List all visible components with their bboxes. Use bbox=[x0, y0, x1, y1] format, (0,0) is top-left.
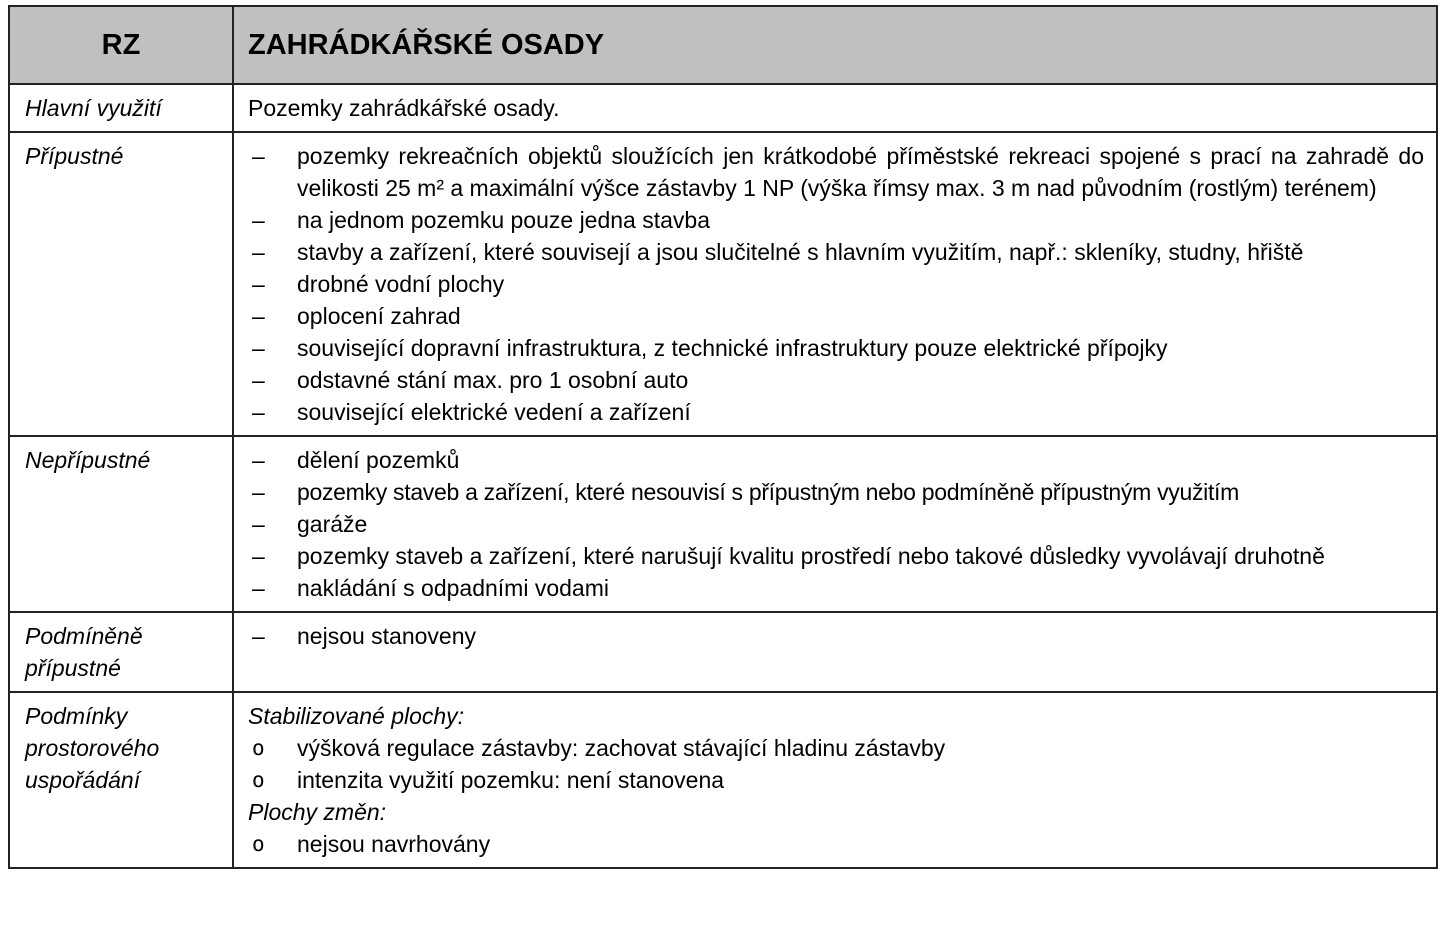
row-label: Podmíněně přípustné bbox=[9, 612, 233, 692]
dash-bullet-marker: – bbox=[252, 447, 265, 473]
zone-code: RZ bbox=[9, 6, 233, 84]
dash-list-item bbox=[248, 300, 1424, 332]
list-item-text: oplocení zahrad bbox=[297, 303, 461, 329]
dash-bullet-marker: – bbox=[252, 623, 265, 649]
dash-list-item bbox=[248, 444, 1424, 476]
zoning-table-body bbox=[9, 84, 1437, 868]
dash-bullet-marker: – bbox=[252, 143, 265, 169]
circle-list-item bbox=[248, 732, 1424, 764]
dash-bullet-marker: – bbox=[252, 399, 265, 425]
list-item-text: stavby a zařízení, které souvisejí a jsou slučitelné s hlavním využitím, např.: skleníky, studny, hřiště bbox=[297, 239, 1304, 265]
row-label: Nepřípustné bbox=[9, 436, 233, 612]
row-label: Hlavní využití bbox=[9, 84, 233, 132]
table-row bbox=[9, 692, 1437, 868]
list-item-text: dělení pozemků bbox=[297, 447, 460, 473]
list-item-text: související dopravní infrastruktura, z technické infrastruktury pouze elektrické přípojky bbox=[297, 335, 1168, 361]
circle-bullet-marker: o bbox=[252, 768, 265, 792]
row-content bbox=[233, 132, 1437, 436]
table-row bbox=[9, 84, 1437, 132]
row-content bbox=[233, 84, 1437, 132]
dash-bullet-marker: – bbox=[252, 479, 265, 505]
dash-list-item bbox=[248, 204, 1424, 236]
zoning-table-head bbox=[9, 6, 1437, 84]
circle-list-item bbox=[248, 828, 1424, 860]
list-item-text: související elektrické vedení a zařízení bbox=[297, 399, 691, 425]
dash-bullet-marker: – bbox=[252, 335, 265, 361]
dash-list-item bbox=[248, 508, 1424, 540]
list-item-text: pozemky staveb a zařízení, které nesouvisí s přípustným nebo podmíněně přípustným využitím bbox=[297, 479, 1240, 505]
circle-bullet-marker: o bbox=[252, 832, 265, 856]
dash-bullet-marker: – bbox=[252, 207, 265, 233]
content-subheading: Plochy změn: bbox=[248, 799, 387, 825]
list-item-text: drobné vodní plochy bbox=[297, 271, 505, 297]
dash-bullet-marker: – bbox=[252, 511, 265, 537]
dash-list-item bbox=[248, 476, 1424, 508]
dash-bullet-marker: – bbox=[252, 239, 265, 265]
dash-list-item bbox=[248, 396, 1424, 428]
dash-bullet-marker: – bbox=[252, 367, 265, 393]
dash-list-item bbox=[248, 572, 1424, 604]
list-item-text: nakládání s odpadními vodami bbox=[297, 575, 609, 601]
content-subheading: Stabilizované plochy: bbox=[248, 703, 465, 729]
table-row bbox=[9, 612, 1437, 692]
table-row bbox=[9, 436, 1437, 612]
list-item-text: garáže bbox=[297, 511, 368, 537]
zone-title: ZAHRÁDKÁŘSKÉ OSADY bbox=[233, 6, 1437, 84]
row-content bbox=[233, 692, 1437, 868]
table-header-row bbox=[9, 6, 1437, 84]
table-row bbox=[9, 132, 1437, 436]
row-content bbox=[233, 436, 1437, 612]
circle-list-item bbox=[248, 764, 1424, 796]
dash-list-item bbox=[248, 140, 1424, 204]
content-text-line: Pozemky zahrádkářské osady. bbox=[248, 95, 560, 121]
row-content bbox=[233, 612, 1437, 692]
list-item-text: odstavné stání max. pro 1 osobní auto bbox=[297, 367, 689, 393]
dash-bullet-marker: – bbox=[252, 271, 265, 297]
row-label: Přípustné bbox=[9, 132, 233, 436]
list-item-text: výšková regulace zástavby: zachovat stávající hladinu zástavby bbox=[297, 735, 946, 761]
row-label: Podmínky prostorového uspořádání bbox=[9, 692, 233, 868]
dash-bullet-marker: – bbox=[252, 543, 265, 569]
list-item-text: nejsou stanoveny bbox=[297, 623, 477, 649]
dash-list-item bbox=[248, 236, 1424, 268]
list-item-text: pozemky staveb a zařízení, které narušují kvalitu prostředí nebo takové důsledky vyvolávají druhotně bbox=[297, 543, 1325, 569]
dash-list-item bbox=[248, 620, 1424, 652]
dash-list-item bbox=[248, 540, 1424, 572]
dash-bullet-marker: – bbox=[252, 303, 265, 329]
dash-list-item bbox=[248, 332, 1424, 364]
circle-bullet-marker: o bbox=[252, 736, 265, 760]
list-item-text: pozemky rekreačních objektů sloužících jen krátkodobé příměstské rekreaci spojené s prací na zahradě do velikosti 25 m² a maximální výšce zástavby 1 NP (výška římsy max. 3 m nad původním (rostlým) terénem) bbox=[297, 143, 1424, 201]
zoning-table bbox=[8, 5, 1438, 869]
list-item-text: nejsou navrhovány bbox=[297, 831, 491, 857]
list-item-text: intenzita využití pozemku: není stanovena bbox=[297, 767, 725, 793]
list-item-text: na jednom pozemku pouze jedna stavba bbox=[297, 207, 711, 233]
dash-bullet-marker: – bbox=[252, 575, 265, 601]
dash-list-item bbox=[248, 364, 1424, 396]
dash-list-item bbox=[248, 268, 1424, 300]
